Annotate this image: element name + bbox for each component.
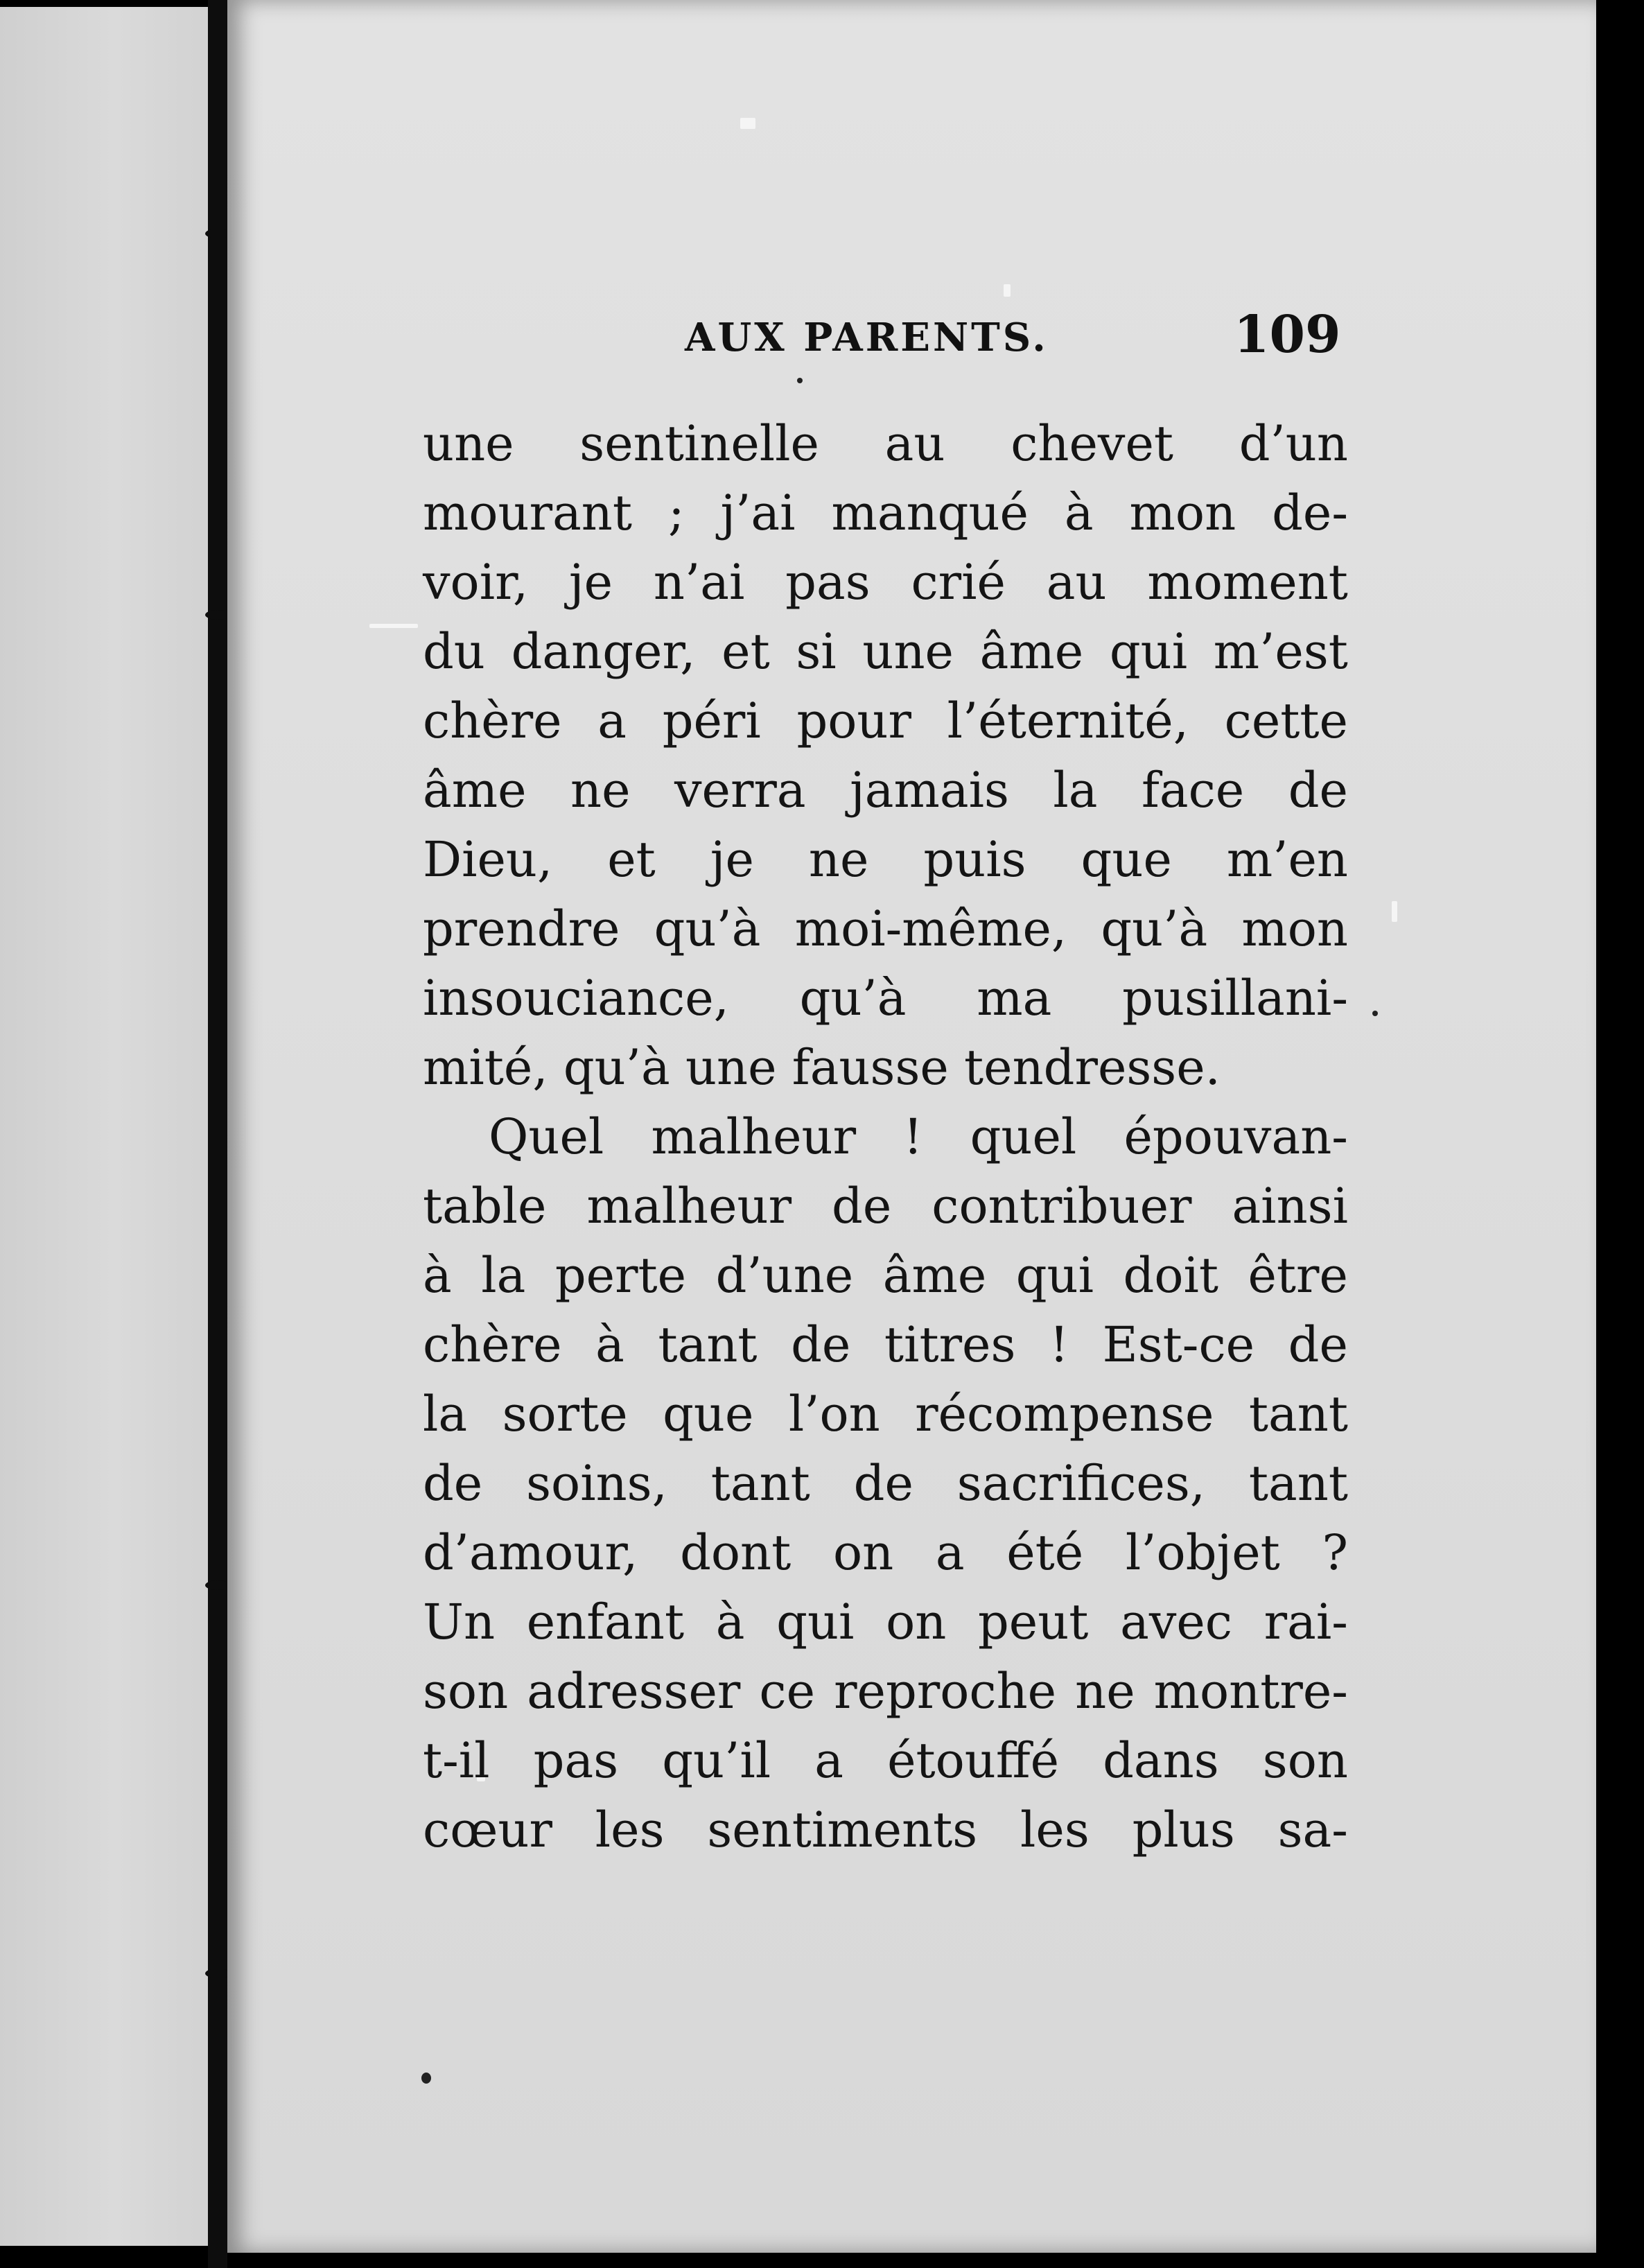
text-line: insouciance, qu’à ma pusillani- (423, 970, 1348, 1027)
gutter-notch (205, 1969, 230, 1978)
paragraph-1 (423, 409, 1348, 1102)
body-text (423, 409, 1348, 1865)
gutter-notch (205, 1580, 230, 1590)
text-line: d’amour, dont on a été l’objet ? (423, 1524, 1348, 1581)
text-line: mourant ; j’ai manqué à mon de- (423, 485, 1348, 541)
text-line: voir, je n’ai pas crié au moment (423, 554, 1348, 611)
text-line: son adresser ce reproche ne montre- (423, 1663, 1348, 1720)
text-line: chère à tant de titres ! Est-ce de (423, 1316, 1348, 1373)
text-line: cœur les sentiments les plus sa- (423, 1802, 1348, 1858)
ink-speck (421, 2073, 431, 2084)
text-line: de soins, tant de sacrifices, tant (423, 1455, 1348, 1512)
gutter-notch (205, 610, 230, 620)
paragraph-2 (423, 1102, 1348, 1865)
text-line: âme ne verra jamais la face de (423, 762, 1348, 819)
left-page-edge (0, 7, 208, 2246)
paper-speck (740, 118, 755, 129)
text-line: Un enfant à qui on peut avec rai- (423, 1594, 1348, 1650)
text-line: t-il pas qu’il a étouffé dans son (423, 1732, 1348, 1789)
book-gutter (208, 0, 227, 2268)
paper-speck (369, 624, 418, 628)
paper-speck (1004, 284, 1011, 297)
page-header (227, 305, 1596, 367)
text-line: mité, qu’à une fausse tendresse. (423, 1039, 1221, 1096)
text-line: à la perte d’une âme qui doit être (423, 1247, 1348, 1304)
text-line: Quel malheur ! quel épouvan- (489, 1108, 1348, 1165)
running-head: AUX PARENTS. (685, 315, 1049, 360)
right-page (227, 0, 1596, 2253)
page-number: 109 (1234, 305, 1341, 365)
ink-speck (1372, 1011, 1378, 1016)
text-line: une sentinelle au chevet d’un (423, 415, 1348, 472)
text-line: Dieu, et je ne puis que m’en (423, 831, 1348, 888)
text-line: la sorte que l’on récompense tant (423, 1386, 1348, 1442)
ink-speck (797, 378, 803, 383)
text-line: prendre qu’à moi-même, qu’à mon (423, 900, 1348, 957)
text-line: table malheur de contribuer ainsi (423, 1178, 1348, 1235)
paper-speck (1392, 901, 1397, 922)
gutter-notch (205, 229, 230, 238)
text-line: chère a péri pour l’éternité, cette (423, 692, 1348, 749)
text-line: du danger, et si une âme qui m’est (423, 623, 1348, 680)
